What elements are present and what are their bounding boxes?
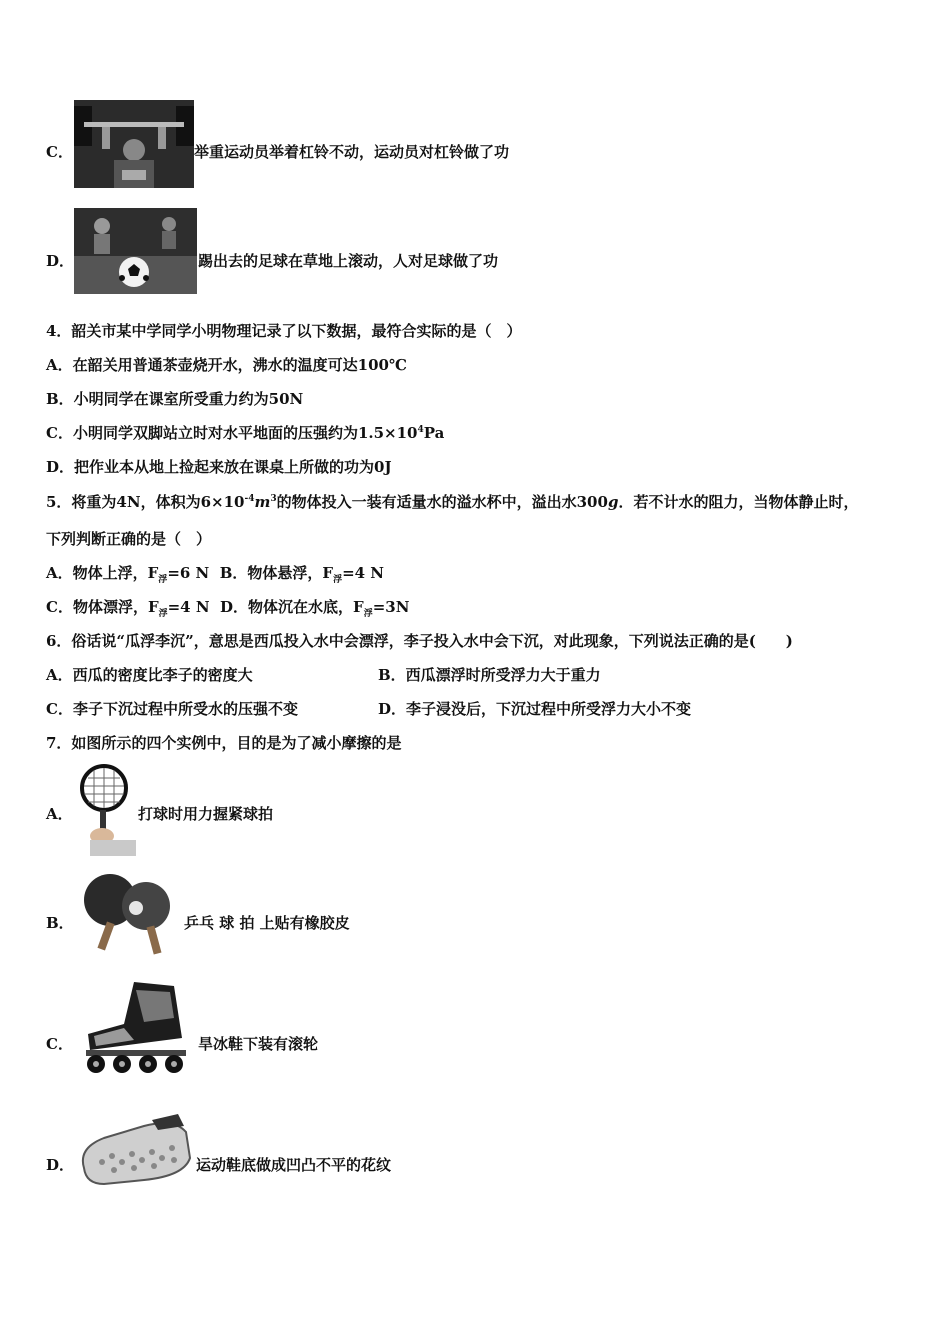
q7-option-b-label: B． — [46, 914, 74, 932]
q6-option-a: A．西瓜的密度比李子的密度大 — [46, 666, 253, 684]
q5-option-c-sub: 浮 — [158, 609, 168, 619]
q5-option-a: A．物体上浮，F — [46, 564, 159, 582]
roller-skate-image — [74, 978, 194, 1076]
q5-option-b: B．物体悬浮，F — [219, 564, 334, 582]
q7-option-b-text: 乒乓 球 拍 上贴有橡胶皮 — [184, 914, 350, 932]
q5-option-c-value: =4 N — [167, 598, 210, 616]
q4-option-c-unit: Pa — [423, 424, 445, 442]
weightlifter-image — [74, 100, 194, 188]
q3-option-d-text: 踢出去的足球在草地上滚动，人对足球做了功 — [198, 252, 499, 270]
q4-option-a: A．在韶关用普通茶壶烧开水，沸水的温度可达100℃ — [46, 356, 407, 374]
q7-option-a-text: 打球时用力握紧球拍 — [138, 805, 274, 823]
q4-option-c — [46, 422, 444, 443]
q6-stem: 6．俗话说“瓜浮李沉”，意思是西瓜投入水中会漂浮，李子投入水中会下沉，对此现象，下列说法正确的是( ) — [46, 632, 793, 650]
q7-option-d-text: 运动鞋底做成凹凸不平的花纹 — [196, 1156, 392, 1174]
football-image — [74, 208, 197, 294]
q5-option-d-value: =3N — [372, 598, 410, 616]
q5-stem-part3: ．若不计水的阻力，当物体静止时， — [618, 493, 859, 511]
q4-option-d: D．把作业本从地上捡起来放在课桌上所做的功为0J — [46, 458, 392, 476]
q6-option-b: B．西瓜漂浮时所受浮力大于重力 — [378, 666, 601, 684]
q7-option-c-label: C． — [46, 1035, 73, 1053]
q7-option-a-label: A． — [46, 805, 73, 823]
q5-option-c: C．物体漂浮，F — [46, 598, 159, 616]
ping-pong-paddle-image — [74, 872, 178, 958]
q5-option-a-sub: 浮 — [158, 575, 168, 585]
q3-option-c-text: 举重运动员举着杠铃不动，运动员对杠铃做了功 — [194, 143, 510, 161]
q5-stem — [46, 491, 858, 512]
q5-option-d: D．物体沉在水底，F — [220, 598, 364, 616]
q5-unit-g: g — [607, 493, 619, 511]
q5-option-a-value: =6 N — [167, 564, 210, 582]
sneaker-sole-image — [74, 1112, 192, 1188]
q4-option-b: B．小明同学在课室所受重力约为50N — [46, 390, 304, 408]
q4-option-c-exponent: 4 — [417, 425, 424, 435]
q6-option-d: D．李子浸没后，下沉过程中所受浮力大小不变 — [378, 700, 692, 718]
q5-stem-part2: 的物体投入一装有适量水的溢水杯中，溢出水300 — [276, 493, 608, 511]
q5-exponent: -4 — [244, 494, 255, 504]
q5-option-b-sub: 浮 — [333, 575, 343, 585]
q3-option-d-label: D． — [46, 252, 75, 270]
q7-option-c-text: 旱冰鞋下装有滚轮 — [198, 1035, 319, 1053]
q5-unit-m: m — [254, 493, 271, 511]
q7-stem: 7．如图所示的四个实例中，目的是为了减小摩擦的是 — [46, 734, 402, 752]
tennis-racket-image — [74, 764, 136, 856]
q3-option-c-label: C． — [46, 143, 73, 161]
q5-option-b-value: =4 N — [342, 564, 385, 582]
q4-stem: 4．韶关市某中学同学小明物理记录了以下数据，最符合实际的是（ ） — [46, 322, 522, 340]
q5-stem-line2: 下列判断正确的是（ ） — [46, 530, 212, 548]
q5-options-ab — [46, 562, 384, 585]
q4-option-c-text: C．小明同学双脚站立时对水平地面的压强约为1.5×10 — [46, 424, 418, 442]
q5-unit-exponent: 3 — [270, 494, 277, 504]
q5-stem-part1: 5．将重为4N，体积为6×10 — [46, 493, 245, 511]
q7-option-d-label: D． — [46, 1156, 75, 1174]
q5-option-d-sub: 浮 — [363, 609, 373, 619]
q5-options-cd — [46, 596, 409, 619]
q6-option-c: C．李子下沉过程中所受水的压强不变 — [46, 700, 298, 718]
